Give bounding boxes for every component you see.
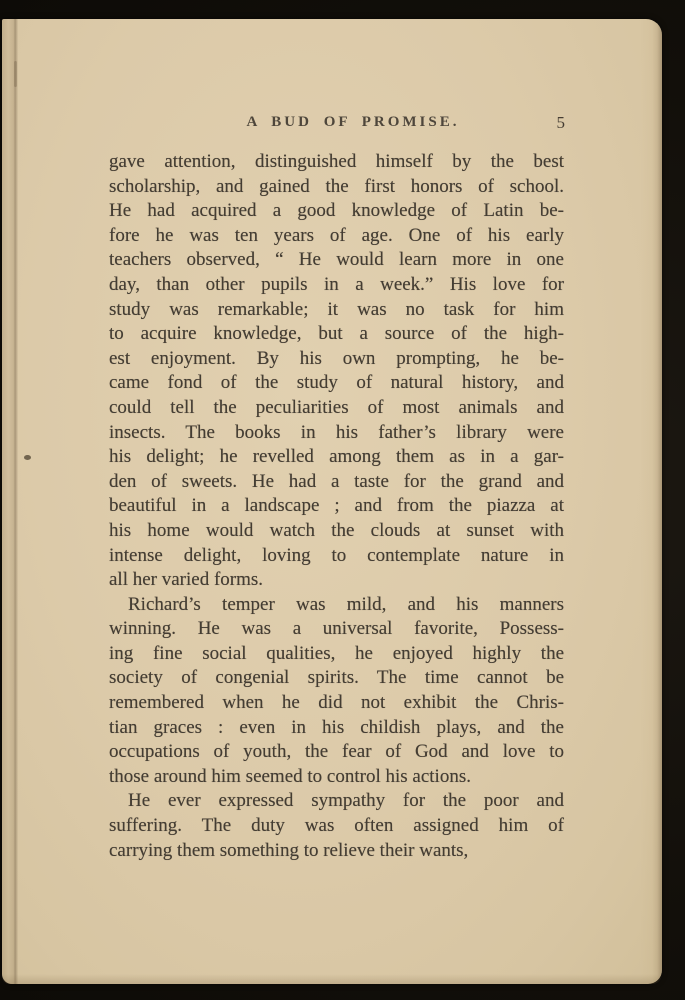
- text-line: remembered when he did not exhibit the Chris-: [109, 692, 564, 714]
- text-line: tian graces : even in his childish plays, and the: [109, 716, 564, 738]
- book-page: [2, 19, 662, 984]
- text-line: fore he was ten years of age. One of his early: [109, 224, 564, 246]
- text-line: gave attention, distinguished himself by the best: [109, 151, 564, 172]
- text-line: occupations of youth, the fear of God and love to: [109, 741, 564, 763]
- text-line: intense delight, loving to contemplate nature in: [109, 544, 564, 566]
- text-line: beautiful in a landscape ; and from the piazza at: [109, 495, 564, 517]
- page-outer-edge: [640, 19, 662, 984]
- text-line: den of sweets. He had a taste for the grand and: [109, 470, 564, 492]
- paper-crease-mark: [14, 61, 17, 87]
- text-line: He had acquired a good knowledge of Latin be-: [109, 200, 564, 222]
- text-line: all her varied forms.: [109, 569, 264, 591]
- text-line: suffering. The duty was often assigned him of: [109, 815, 564, 837]
- text-line: insects. The books in his father’s library were: [109, 421, 564, 443]
- text-block: [109, 150, 564, 863]
- text-line: came fond of the study of natural history, and: [109, 372, 564, 394]
- text-line: carrying them something to relieve their wants,: [109, 839, 469, 861]
- text-line: ing fine social qualities, he enjoyed highly the: [109, 642, 564, 664]
- text-line: Richard’s temper was mild, and his manners: [128, 593, 564, 615]
- text-line: study was remarkable; it was no task for him: [109, 298, 564, 320]
- text-line: scholarship, and gained the first honors of school.: [109, 175, 564, 197]
- text-line: his delight; he revelled among them as in a gar-: [109, 446, 564, 468]
- page-number: 5: [556, 113, 565, 132]
- text-line: He ever expressed sympathy for the poor and: [128, 790, 564, 812]
- text-line: his home would watch the clouds at sunset with: [109, 519, 564, 541]
- text-line: winning. He was a universal favorite, Possess-: [109, 618, 564, 640]
- text-line: those around him seemed to control his actions.: [109, 765, 471, 787]
- text-line: could tell the peculiarities of most animals and: [109, 396, 564, 418]
- text-line: teachers observed, “ He would learn more in one: [109, 249, 564, 271]
- text-line: society of congenial spirits. The time cannot be: [109, 667, 564, 689]
- paper-speck: [24, 455, 31, 460]
- text-line: to acquire knowledge, but a source of the high-: [109, 323, 564, 345]
- text-line: est enjoyment. By his own prompting, he be-: [109, 347, 564, 369]
- text-line: day, than other pupils in a week.” His love for: [109, 273, 564, 295]
- page-bottom-edge: [2, 974, 662, 984]
- page-gutter-edge: [2, 19, 18, 984]
- running-title: A BUD OF PROMISE.: [246, 114, 460, 130]
- page-header: [109, 114, 565, 136]
